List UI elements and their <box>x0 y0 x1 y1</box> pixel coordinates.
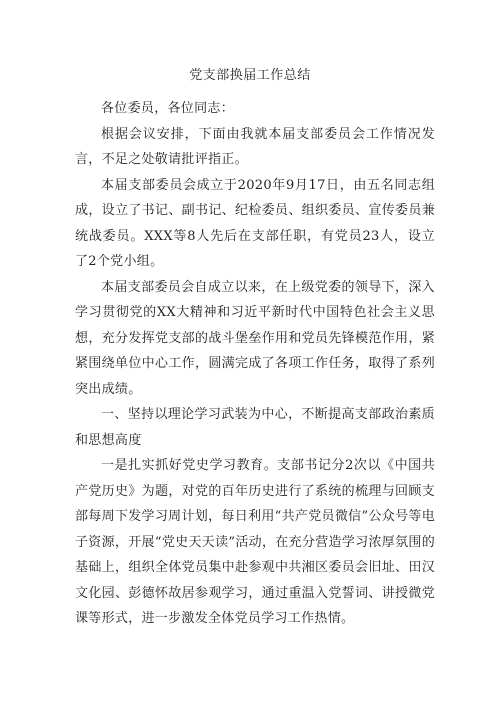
salutation-paragraph: 各位委员，各位同志： <box>101 101 235 116</box>
party-history-paragraph: 一是扎实抓好党史学习教育。支部书记分2次以《中国共产党历史》为题，对党的百年历史进行了系统的梳理与回顾支部每周下发学习周计划，每日利用“共产党员微信”公众号等电子资源，开展“党史天天读”活动，在充分营造学习浓厚氛围的基础上，组织全体党员集中赴参观中共湘区委员会旧址、田汉文化园、彭德怀故居参观学习，通过重温入党誓词、讲授微党课等形式，进一步激发全体党员学习工作热情。 <box>75 458 435 626</box>
section-heading-1: 一、坚持以理论学习武装为中心，不断提高支部政治素质和思想高度 <box>75 407 435 448</box>
intro-paragraph: 根据会议安排，下面由我就本届支部委员会工作情况发言，不足之处敬请批评指正。 <box>75 126 435 167</box>
achievements-paragraph: 本届支部委员会自成立以来，在上级党委的领导下，深入学习贯彻党的XX大精神和习近平新时代中国特色社会主义思想，充分发挥党支部的战斗堡垒作用和党员先锋模范作用，紧紧围绕单位中心工作，圆满完成了各项工作任务，取得了系列突出成绩。 <box>75 279 435 397</box>
committee-info-paragraph: 本届支部委员会成立于2020年9月17日，由五名同志组成，设立了书记、副书记、纪检委员、组织委员、宣传委员兼统战委员。XXX等8人先后在支部任职，有党员23人，设立了2个党小组。 <box>75 177 435 269</box>
document-body <box>75 96 435 632</box>
document-title: 党支部换届工作总结 <box>189 68 311 83</box>
